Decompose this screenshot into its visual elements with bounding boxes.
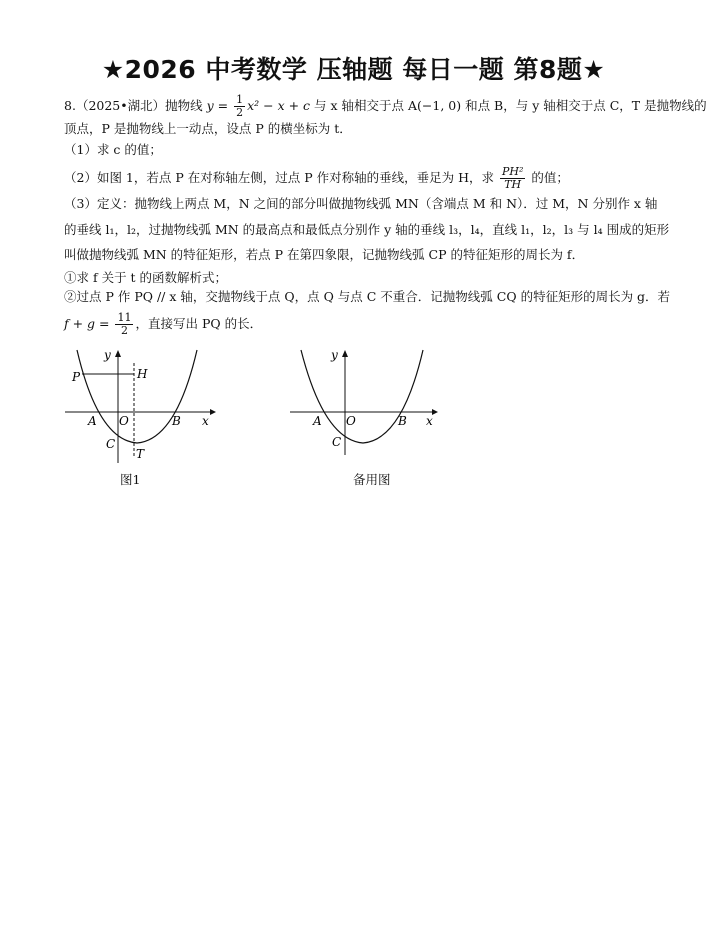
part-1: （1）求 c 的值； — [64, 142, 162, 157]
label-x: x — [426, 414, 433, 428]
y-axis-arrow-icon — [115, 350, 121, 357]
text-fragment: 的值； — [527, 170, 569, 185]
x-axis-arrow-icon — [432, 409, 438, 415]
text-fragment: （2）如图 1，若点 P 在对称轴左侧，过点 P 作对称轴的垂线，垂足为 H，求 — [64, 170, 498, 185]
y-axis-arrow-icon — [342, 350, 348, 357]
figure-2 — [287, 345, 447, 465]
fraction-denominator: 2 — [236, 106, 244, 119]
fraction-numerator: PH² — [501, 165, 524, 178]
text-fragment: ，直接写出 PQ 的长． — [135, 316, 263, 331]
text-fragment: 与 x 轴相交于点 A(−1, 0) 和点 B，与 y 轴相交于点 C，T 是抛物线的 — [310, 98, 707, 113]
parabola-curve — [301, 350, 423, 443]
x-axis-arrow-icon — [210, 409, 216, 415]
part-3-line-3: 叫做抛物线弧 MN 的特征矩形，若点 P 在第四象限，记抛物线弧 CP 的特征矩形的周长为 f． — [64, 247, 585, 262]
label-y: y — [104, 348, 111, 362]
sub-question-2-line-2 — [64, 312, 262, 337]
equation-rhs: x² − x + c — [247, 98, 311, 113]
label-c: C — [332, 435, 342, 449]
label-p: P — [72, 370, 81, 384]
label-x: x — [202, 414, 209, 428]
equation-lhs: y = — [206, 98, 233, 113]
figure-1 — [60, 345, 225, 465]
label-b: B — [172, 414, 181, 428]
label-a: A — [88, 414, 97, 428]
equation-lhs: f + g = — [64, 316, 114, 331]
label-o: O — [119, 414, 129, 428]
label-o: O — [346, 414, 356, 428]
parabola-curve — [77, 350, 197, 443]
label-a: A — [313, 414, 322, 428]
fraction-half — [234, 94, 245, 119]
fraction-numerator: 11 — [117, 311, 132, 324]
label-t: T — [136, 447, 145, 461]
part-2 — [64, 166, 569, 191]
fraction-denominator: TH — [504, 178, 522, 191]
sub-question-1: ①求 f 关于 t 的函数解析式； — [64, 270, 228, 285]
fraction-denominator: 2 — [120, 324, 128, 337]
label-h: H — [137, 367, 148, 381]
problem-number: 8. — [64, 98, 76, 113]
problem-source: （2025•湖北） — [75, 98, 166, 113]
figure-2-caption: 备用图 — [353, 472, 391, 487]
sub-question-2-line-1: ②过点 P 作 PQ // x 轴，交抛物线于点 Q，点 Q 与点 C 不重合．记抛物线弧 CQ 的特征矩形的周长为 g．若 — [64, 289, 671, 304]
fraction-numerator: 1 — [236, 93, 244, 106]
fraction-eleven-halves — [115, 312, 133, 337]
page-title: ★2026 中考数学 压轴题 每日一题 第8题★ — [101, 55, 606, 84]
label-b: B — [398, 414, 407, 428]
text-fragment: 抛物线 — [165, 98, 207, 113]
fraction-ph2-th — [500, 166, 525, 191]
figure-1-caption: 图1 — [120, 472, 141, 487]
part-3-line-2: 的垂线 l₁，l₂，过抛物线弧 MN 的最高点和最低点分别作 y 轴的垂线 l₃，l₄，直线 l₁，l₂，l₃ 与 l₄ 围成的矩形 — [64, 222, 670, 237]
problem-line-1 — [64, 94, 707, 119]
part-3-line-1: （3）定义：抛物线上两点 M，N 之间的部分叫做抛物线弧 MN（含端点 M 和 N）．过 M，N 分别作 x 轴 — [64, 196, 658, 211]
problem-line-2: 顶点，P 是抛物线上一动点，设点 P 的横坐标为 t． — [64, 121, 352, 136]
label-c: C — [106, 437, 116, 451]
label-y: y — [331, 348, 338, 362]
